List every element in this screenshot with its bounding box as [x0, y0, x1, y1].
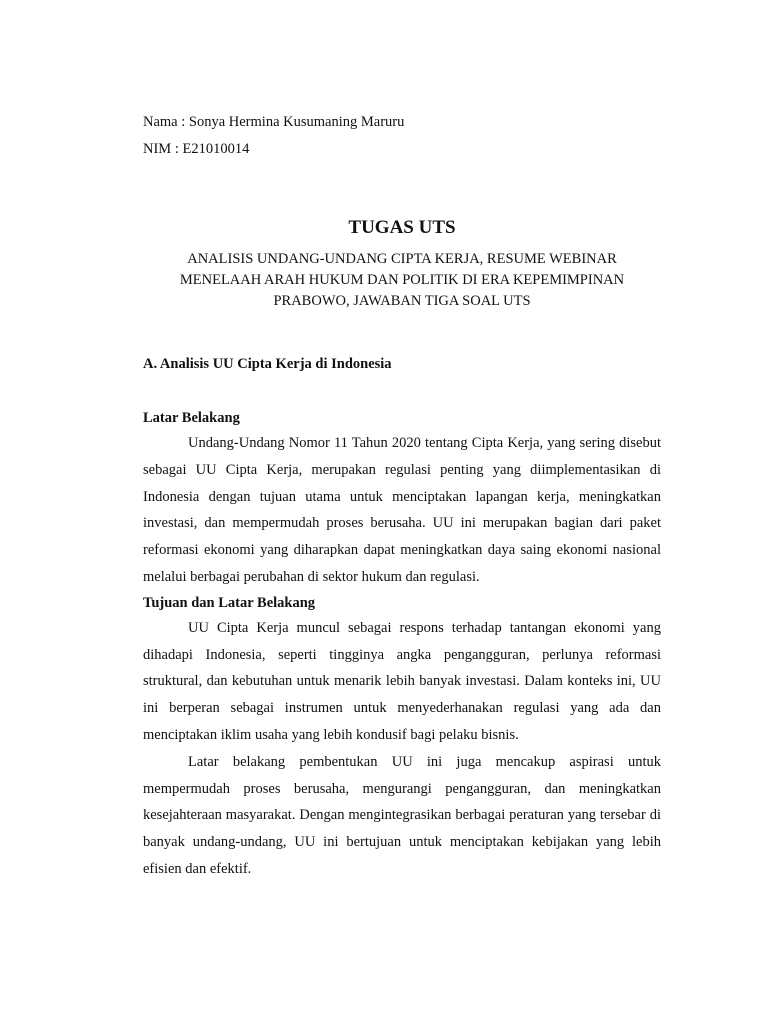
latar-belakang-heading: Latar Belakang	[143, 410, 240, 426]
student-nim: NIM : E21010014	[143, 141, 250, 157]
tujuan-paragraph-2: Latar belakang pembentukan UU ini juga mencakup aspirasi untuk mempermudah proses berusaha, mengurangi pengangguran, dan meningkatkan kesejahteraan masyarakat. Dengan mengintegrasikan berbagai peraturan yang tersebar di banyak undang-undang, UU ini bertujuan untuk menciptakan kebijakan yang lebih efisien dan efektif.	[143, 753, 661, 877]
document-title: TUGAS UTS	[348, 217, 456, 238]
latar-belakang-paragraph: Undang-Undang Nomor 11 Tahun 2020 tentang Cipta Kerja, yang sering disebut sebagai UU Cipta Kerja, merupakan regulasi penting yang diimplementasikan di Indonesia dengan tujuan utama untuk menciptakan lapangan kerja, meningkatkan investasi, dan mempermudah proses berusaha. UU ini merupakan bagian dari paket reformasi ekonomi yang diharapkan dapat meningkatkan daya saing ekonomi nasional melalui berbagai perubahan di sektor hukum dan regulasi.	[143, 435, 661, 585]
student-name: Nama : Sonya Hermina Kusumaning Maruru	[143, 114, 405, 130]
document-subtitle: ANALISIS UNDANG-UNDANG CIPTA KERJA, RESUME WEBINAR MENELAAH ARAH HUKUM DAN POLITIK DI ERA KEPEMIMPINAN PRABOWO, JAWABAN TIGA SOAL UTS	[179, 251, 625, 309]
tujuan-paragraph-1: UU Cipta Kerja muncul sebagai respons terhadap tantangan ekonomi yang dihadapi Indonesia, seperti tingginya angka pengangguran, perlunya reformasi struktural, dan kebutuhan untuk menarik lebih banyak investasi. Dalam konteks ini, UU ini berperan sebagai instrumen untuk menyederhanakan regulasi yang ada dan menciptakan iklim usaha yang lebih kondusif bagi pelaku bisnis.	[143, 619, 661, 743]
document-content	[143, 109, 661, 883]
section-a-heading: A. Analisis UU Cipta Kerja di Indonesia	[143, 356, 392, 372]
tujuan-heading: Tujuan dan Latar Belakang	[143, 594, 316, 611]
